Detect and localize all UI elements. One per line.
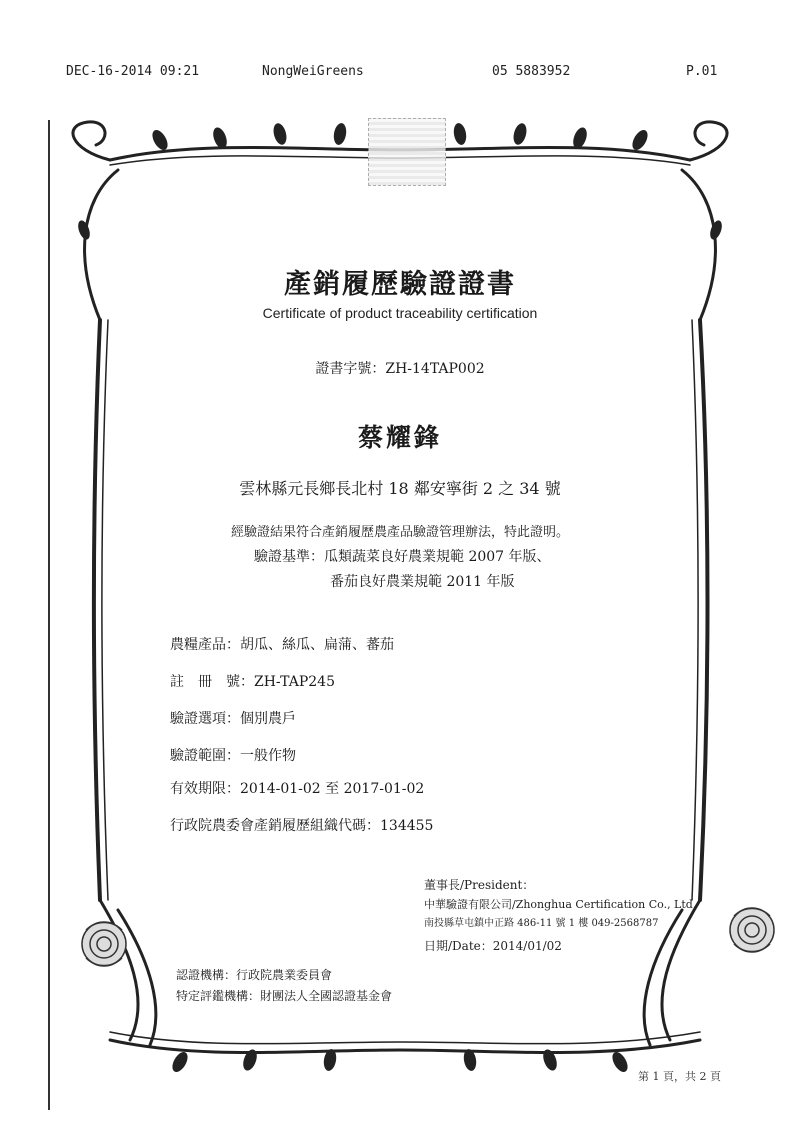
field-value: 2014-01-02 至 2017-01-02 xyxy=(240,781,425,797)
issuing-label: 認證機構 xyxy=(176,968,225,982)
rose-icon xyxy=(82,922,126,966)
fax-page-number: P.01 xyxy=(686,64,718,79)
field-value: 胡瓜、絲瓜、扁蒲、蕃茄 xyxy=(240,637,394,653)
president-signature: 董事長/President： xyxy=(424,878,535,892)
field-value: 134455 xyxy=(380,818,434,834)
standard-value-1: 瓜類蔬菜良好農業規範 2007 年版、 xyxy=(324,549,551,565)
field-label: 行政院農委會產銷履歷組織代碼 xyxy=(170,818,366,834)
field-label: 驗證範圍 xyxy=(170,748,226,764)
certificate-subtitle: Certificate of product traceability certification xyxy=(262,305,538,321)
field-value: 一般作物 xyxy=(240,748,296,764)
field-scope: 驗證範圍：一般作物 xyxy=(170,748,296,764)
issue-date xyxy=(424,937,562,954)
field-label: 註 冊 號 xyxy=(170,674,240,690)
field-option: 驗證選項：個別農戶 xyxy=(170,711,296,727)
issuing-value: 行政院農業委員會 xyxy=(236,968,333,982)
field-label: 農糧產品 xyxy=(170,637,226,653)
fax-sender: NongWeiGreens xyxy=(262,64,364,79)
holder-address: 雲林縣元長鄉長北村 18 鄰安寧街 2 之 34 號 xyxy=(239,479,561,498)
certificate-number-line: 證書字號：ZH-14TAP002 xyxy=(315,361,485,377)
field-label: 有效期限 xyxy=(170,781,226,797)
company-name: 中華驗證有限公司/Zhonghua Certification Co., Ltd. xyxy=(424,898,697,911)
seal-stamp xyxy=(368,118,446,186)
accreditation-value: 財團法人全國認證基金會 xyxy=(260,989,393,1003)
date-label: 日期/Date： xyxy=(424,939,493,953)
field-orgcode: 行政院農委會產銷履歷組織代碼：134455 xyxy=(170,818,434,834)
field-validity: 有效期限：2014-01-02 至 2017-01-02 xyxy=(170,781,425,797)
standard-line-1: 驗證基準：瓜類蔬菜良好農業規範 2007 年版、 xyxy=(254,549,551,565)
company-address: 南投縣草屯鎮中正路 486-11 號 1 樓 049-2568787 xyxy=(424,918,659,929)
fax-phone: 05 5883952 xyxy=(492,64,571,79)
certification-statement: 經驗證結果符合產銷履歷農產品驗證管理辦法，特此證明。 xyxy=(230,525,569,540)
field-value: ZH-TAP245 xyxy=(254,674,335,690)
field-value: 個別農戶 xyxy=(240,711,296,727)
field-registration: 註 冊 號：ZH-TAP245 xyxy=(170,674,335,690)
certificate-number: ZH-14TAP002 xyxy=(385,361,485,377)
accreditation-label: 特定評鑑機構 xyxy=(176,989,249,1003)
certificate-number-label: 證書字號 xyxy=(315,361,372,377)
field-products: 農糧產品：胡瓜、絲瓜、扁蒲、蕃茄 xyxy=(170,637,394,653)
holder-name: 蔡耀鋒 xyxy=(357,423,442,452)
standard-label: 驗證基準 xyxy=(254,549,310,565)
date-value: 2014/01/02 xyxy=(492,939,562,953)
accreditation-body: 特定評鑑機構：財團法人全國認證基金會 xyxy=(176,989,393,1003)
certificate-title: 產銷履歷驗證證書 xyxy=(284,269,516,300)
page-indicator: 第 1 頁，共 2 頁 xyxy=(638,1070,721,1083)
fax-date-time: DEC-16-2014 09:21 xyxy=(66,64,200,79)
field-label: 驗證選項 xyxy=(170,711,226,727)
issuing-authority: 認證機構：行政院農業委員會 xyxy=(176,968,333,982)
standard-line-2: 番茄良好農業規範 2011 年版 xyxy=(330,574,515,590)
